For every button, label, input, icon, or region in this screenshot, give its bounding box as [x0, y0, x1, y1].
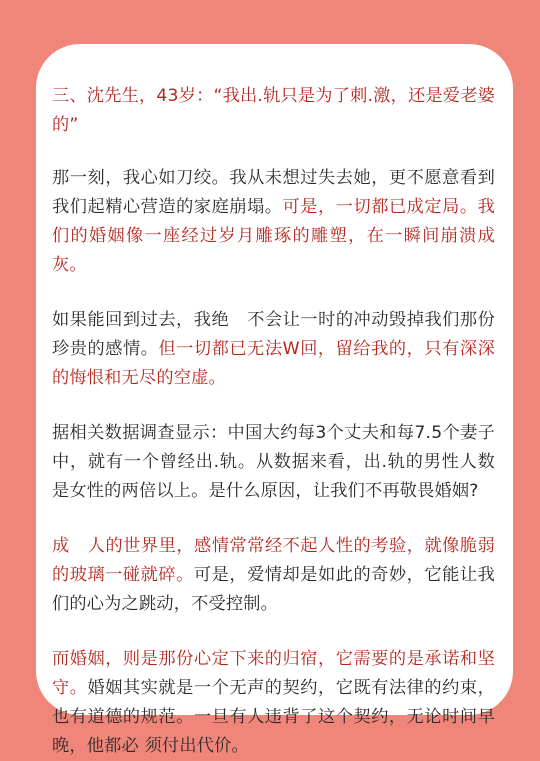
paragraph-5-highlight: 而婚姻，则是那份心定下来的归宿，它需要的是承诺和坚守。: [52, 649, 495, 698]
article-card: [36, 44, 513, 756]
paragraph-4-highlight: 成 人的世界里，感情常常经不起人性的考验，就像脆弱的玻璃一碰就碎。: [52, 536, 495, 585]
paragraph-1: [52, 164, 495, 280]
paragraph-3-plain: 据相关数据调查显示：中国大约每3个丈夫和每7.5个妻子中，就有一个曾经出.轨。从数据来看，出.轨的男性人数是女性的两倍以上。是什么原因，让我们不再敬畏婚姻?: [52, 423, 495, 501]
paragraph-4: [52, 532, 495, 619]
paragraph-4-plain: 可是，爱情却是如此的奇妙，它能让我们的心为之跳动，不受控制。: [52, 565, 495, 614]
paragraph-5: [52, 645, 495, 761]
paragraph-2: [52, 306, 495, 393]
paragraph-1-plain: 那一刻，我心如刀绞。我从未想过失去她，更不愿意看到我们起精心营造的家庭崩塌。: [52, 168, 495, 217]
paragraph-3: [52, 419, 495, 506]
paragraph-1-highlight: 可是，一切都已成定局。我们的婚姻像一座经过岁月雕琢的雕塑，在一瞬间崩溃成灰。: [52, 197, 496, 275]
article-title: 三、沈先生，43岁：“我出.轨只是为了刺.激，还是爱老婆的”: [52, 86, 495, 135]
paragraph-2-plain: 如果能回到过去，我绝 不会让一时的冲动毁掉我们那份珍贵的感情。: [52, 310, 495, 359]
paragraph-5-plain: 婚姻其实就是一个无声的契约，它既有法律的约束，也有道德的规范。一旦有人违背了这个契约，无论时间早晚，他都必 须付出代价。: [52, 678, 495, 756]
paragraph-2-highlight: 但一切都已无法W回，留给我的，只有深深的悔恨和无尽的空虚。: [52, 339, 495, 388]
